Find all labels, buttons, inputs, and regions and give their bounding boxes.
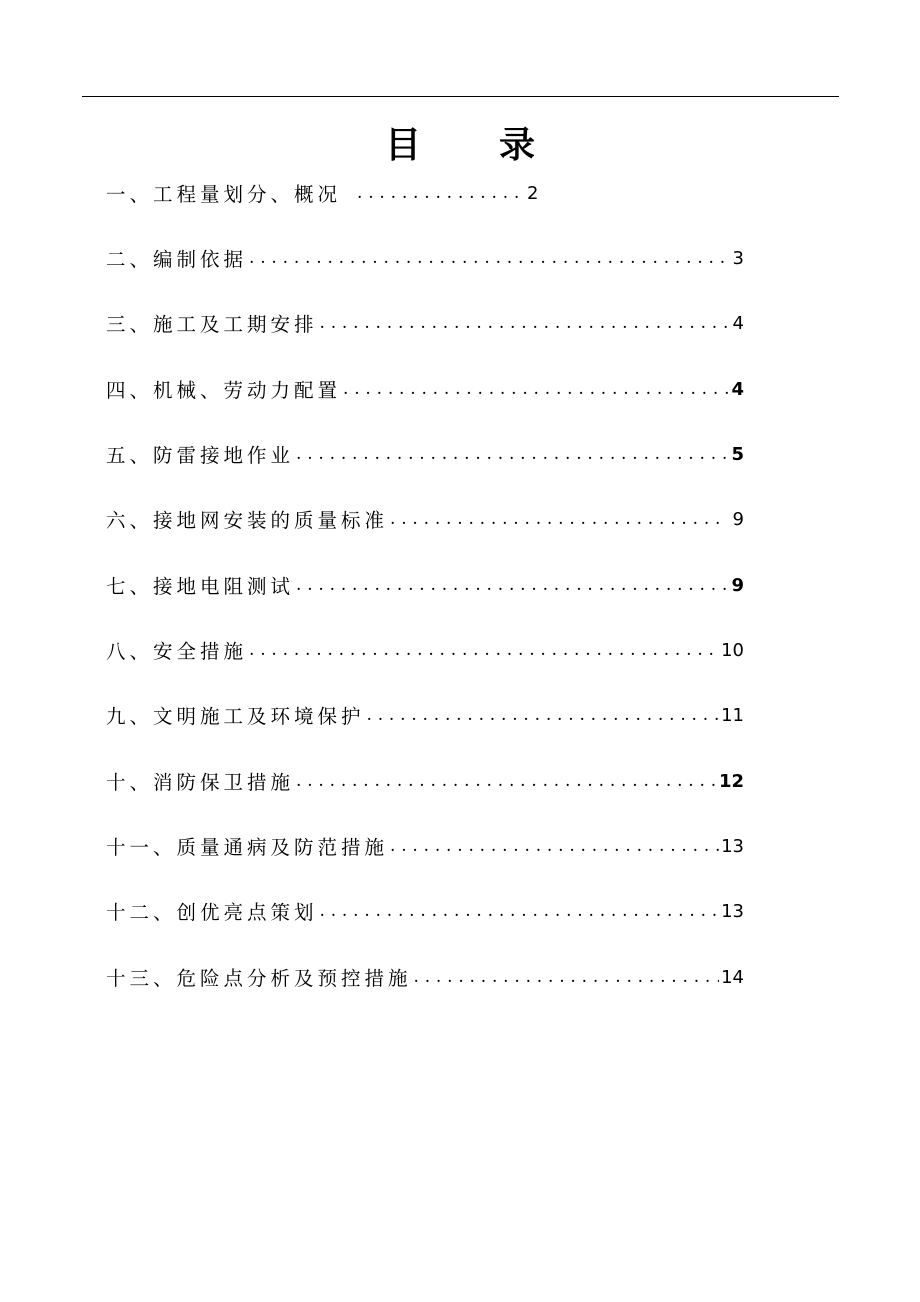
toc-leader-dots bbox=[296, 572, 729, 598]
toc-entry-label: 七、接地电阻测试 bbox=[106, 575, 295, 598]
page-title bbox=[0, 118, 920, 174]
toc-leader-dots bbox=[390, 833, 719, 859]
toc-entry-label: 八、安全措施 bbox=[106, 640, 248, 663]
toc-entry-page: 2 bbox=[527, 182, 539, 204]
toc-entry-page: 13 bbox=[721, 835, 744, 857]
toc-entry-label: 九、文明施工及环境保护 bbox=[106, 705, 365, 728]
toc-entry-label: 四、机械、劳动力配置 bbox=[106, 379, 342, 402]
toc-entry-page: 5 bbox=[731, 443, 744, 465]
toc-leader-dots bbox=[320, 898, 720, 924]
title-char-1: 目 bbox=[384, 125, 421, 166]
toc-entry-label: 十一、质量通病及防范措施 bbox=[106, 836, 389, 859]
toc-entry-2[interactable] bbox=[106, 238, 744, 278]
header-rule bbox=[82, 96, 839, 97]
toc-leader-dots bbox=[343, 376, 729, 402]
toc-entry-label: 十、消防保卫措施 bbox=[106, 771, 295, 794]
toc-entry-5[interactable] bbox=[106, 434, 744, 474]
toc-entry-label: 十二、创优亮点策划 bbox=[106, 901, 318, 924]
toc-entry-1[interactable] bbox=[106, 173, 744, 213]
toc-entry-label: 五、防雷接地作业 bbox=[106, 444, 295, 467]
toc-entry-11[interactable] bbox=[106, 826, 744, 866]
toc-entry-3[interactable] bbox=[106, 303, 744, 343]
toc-entry-page: 14 bbox=[721, 966, 744, 988]
toc-entry-page: 10 bbox=[721, 639, 744, 661]
toc-entry-9[interactable] bbox=[106, 695, 744, 735]
toc-leader-dots bbox=[367, 702, 720, 728]
toc-entry-label: 三、施工及工期安排 bbox=[106, 313, 318, 336]
toc-entry-7[interactable] bbox=[106, 565, 744, 605]
toc-leader-dots bbox=[249, 245, 731, 271]
toc-entry-label: 一、工程量划分、概况 bbox=[106, 183, 342, 206]
title-char-2: 录 bbox=[499, 125, 536, 166]
toc-entry-page: 4 bbox=[731, 378, 744, 400]
toc-entry-page: 4 bbox=[732, 312, 744, 334]
toc-entry-13[interactable] bbox=[106, 957, 744, 997]
toc-entry-page: 3 bbox=[732, 247, 744, 269]
toc-entry-8[interactable] bbox=[106, 630, 744, 670]
toc-entry-label: 六、接地网安装的质量标准 bbox=[106, 509, 389, 532]
toc-entry-6[interactable] bbox=[106, 499, 744, 539]
toc-entry-label: 二、编制依据 bbox=[106, 248, 248, 271]
toc-leader-dots bbox=[414, 964, 720, 990]
toc-entry-page: 12 bbox=[718, 770, 744, 792]
toc-entry-4[interactable] bbox=[106, 369, 744, 409]
toc-leader-dots bbox=[357, 180, 525, 206]
toc-entry-page: 9 bbox=[732, 508, 744, 530]
toc-entry-12[interactable] bbox=[106, 891, 744, 931]
toc-leader-dots bbox=[249, 637, 719, 663]
toc-leader-dots bbox=[296, 768, 717, 794]
toc-entry-10[interactable] bbox=[106, 761, 744, 801]
toc-entry-page: 13 bbox=[721, 900, 744, 922]
toc-leader-dots bbox=[296, 441, 729, 467]
toc-leader-dots bbox=[390, 506, 721, 532]
toc-entry-page: 9 bbox=[731, 574, 744, 596]
toc-entry-label: 十三、危险点分析及预控措施 bbox=[106, 967, 412, 990]
toc-leader-dots bbox=[320, 310, 731, 336]
toc-entry-page: 11 bbox=[721, 704, 744, 726]
